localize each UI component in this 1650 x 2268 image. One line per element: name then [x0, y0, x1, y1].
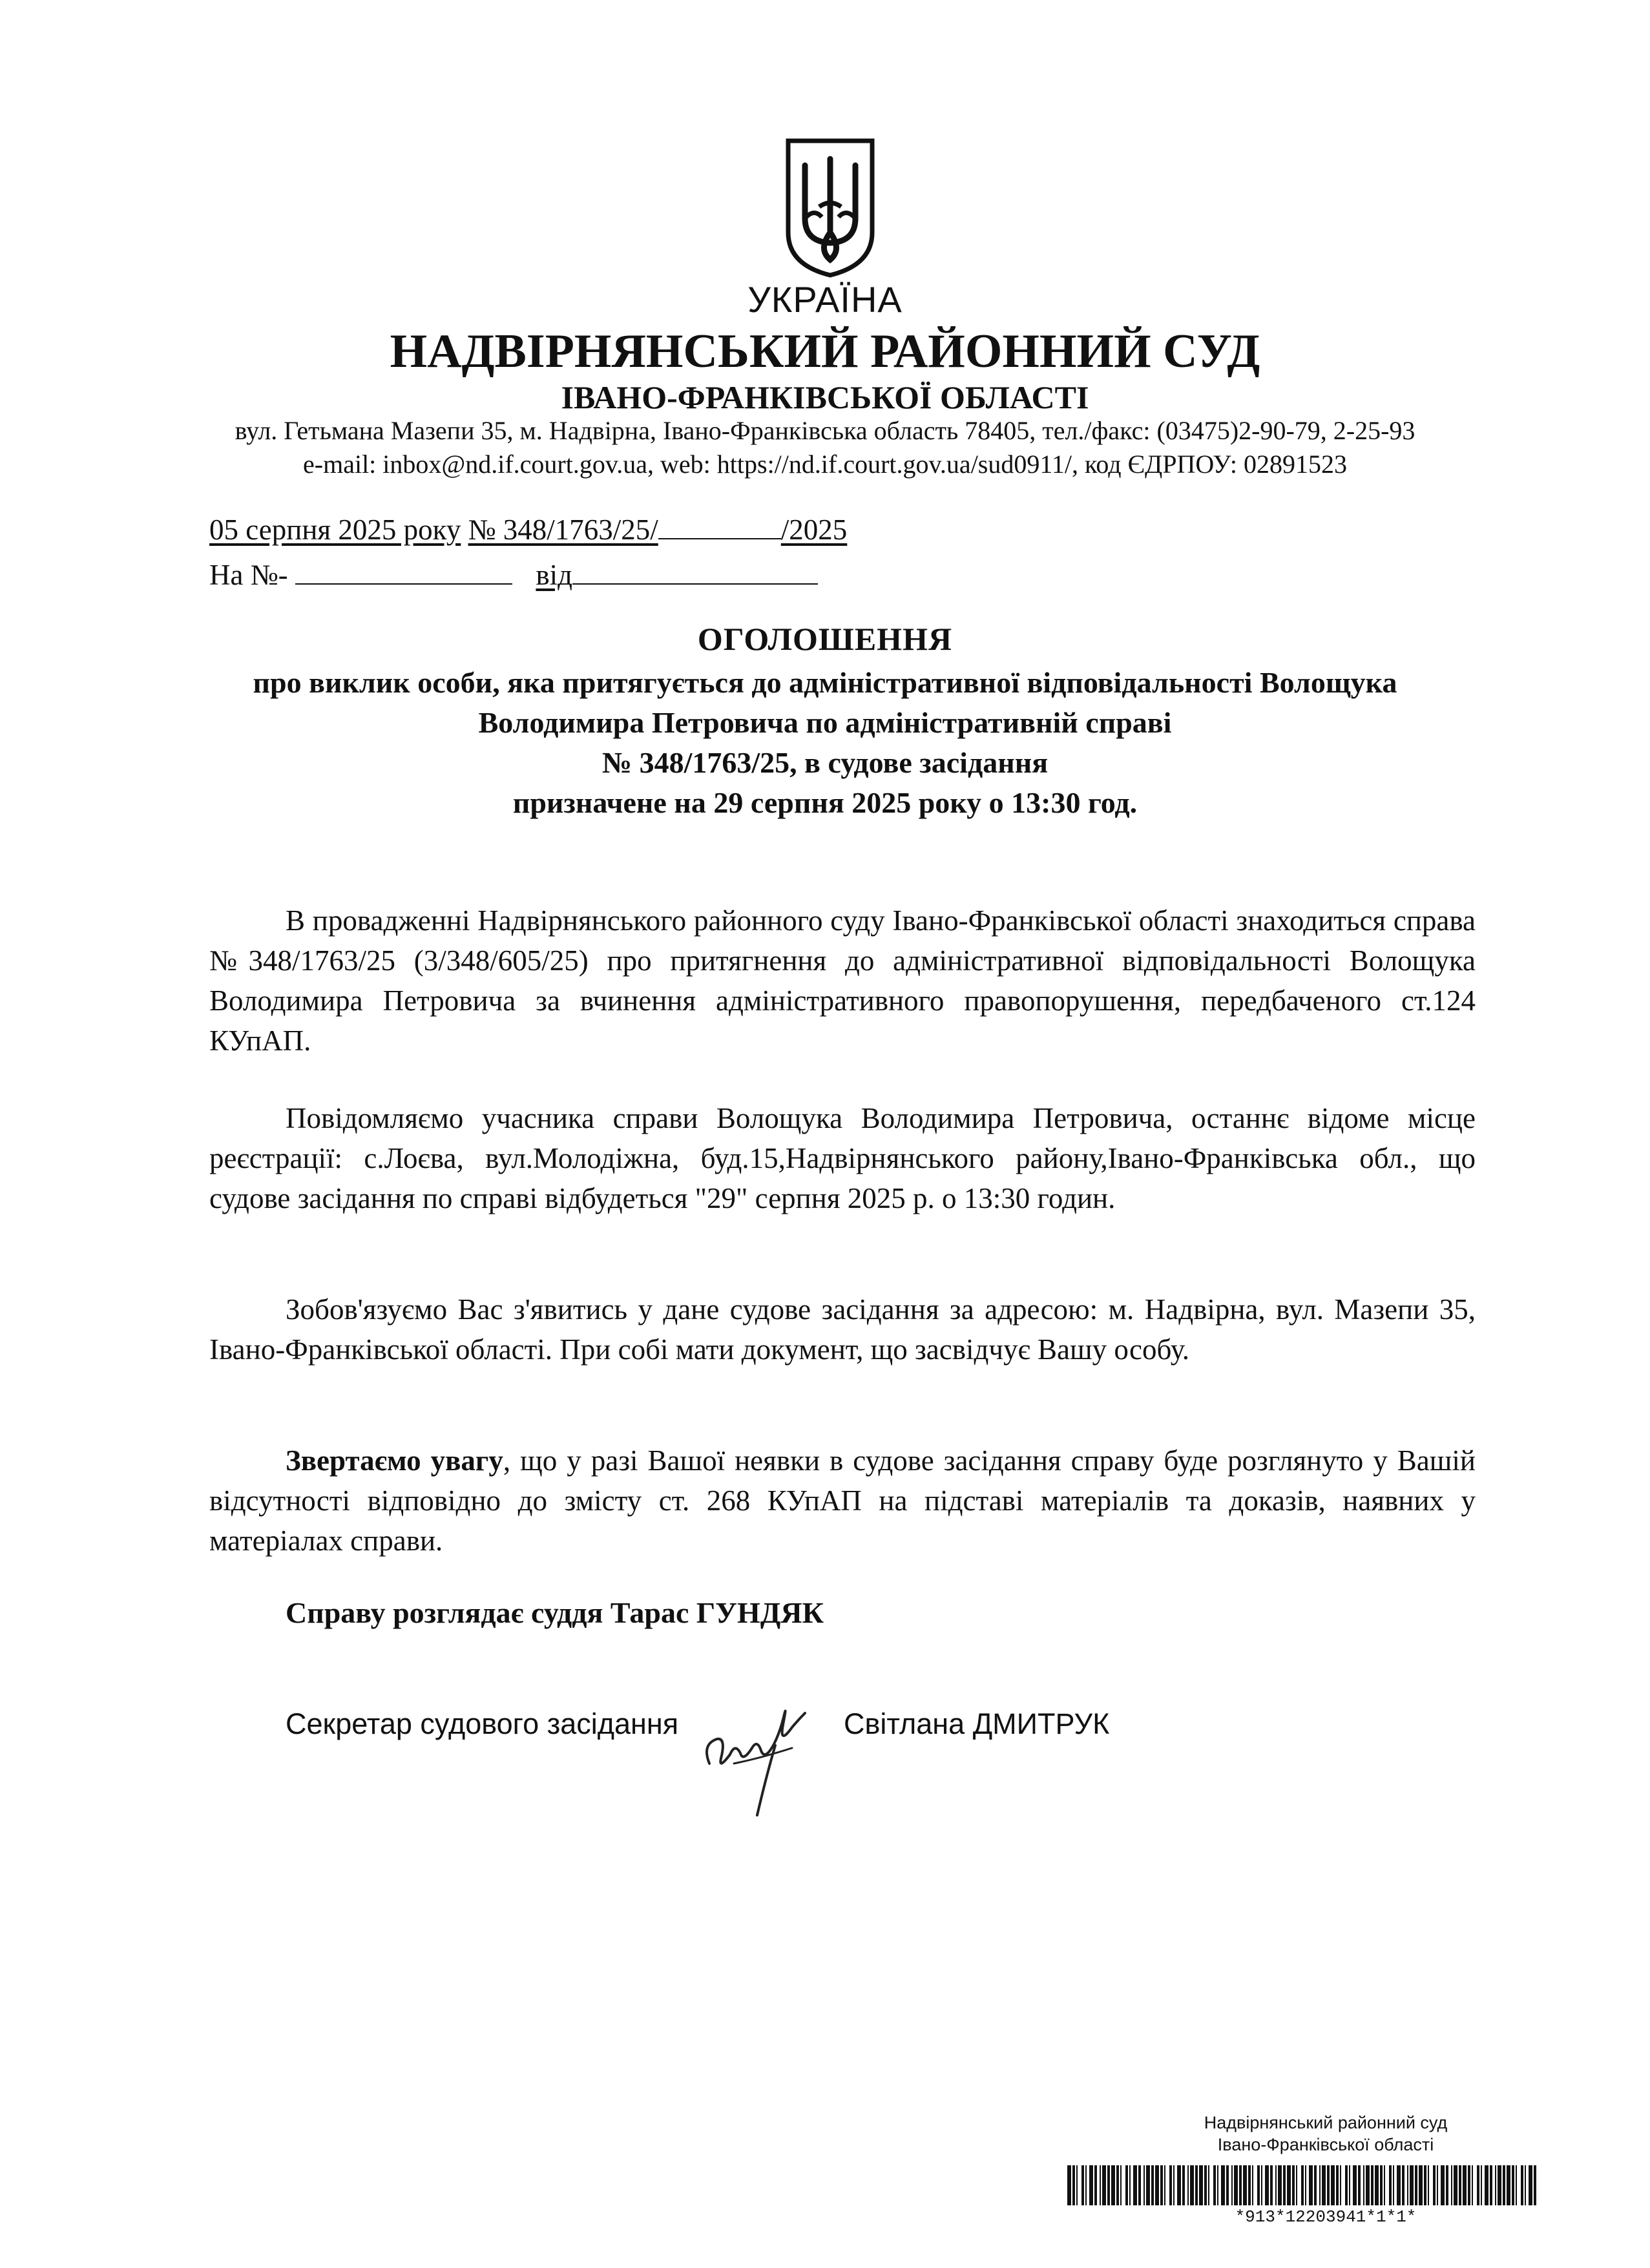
reference-date-blank — [572, 552, 818, 585]
coat-of-arms-icon — [782, 136, 879, 279]
stamp-court-region: Івано-Франківської області — [1217, 2135, 1434, 2154]
announcement-title: ОГОЛОШЕННЯ — [697, 621, 953, 657]
reference-line — [209, 552, 818, 594]
paragraph-text: , що у разі Вашої неявки в судове засідання справу буде розглянуто у Вашій відсутності відповідно до змісту ст. 268 КУпАП на підставі матеріалів та доказів, наявних у матеріалах справи. — [209, 1444, 1476, 1557]
barcode-icon — [1067, 2165, 1539, 2205]
announcement-subtitle-line: про виклик особи, яка притягується до адміністративної відповідальності Волощука — [253, 666, 1397, 699]
country-name: УКРАЇНА — [747, 279, 903, 320]
announcement-subtitle-line: Володимира Петровича по адміністративній справі — [478, 706, 1172, 739]
registration-line — [209, 507, 847, 549]
barcode-number: *913*12203941*1*1* — [1235, 2207, 1417, 2227]
attention-text: Звертаємо увагу — [286, 1444, 503, 1477]
judge-line: Справу розглядає суддя Тарас ГУНДЯК — [286, 1596, 824, 1629]
paragraph-text: Повідомляємо учасника справи Волощука Володимира Петровича, останнє відоме місце реєстрації: с.Лоєва, вул.Молодіжна, буд.15,Надвірнянського району,Івано-Франківська обл., що судове засідання по справі відбудеться "29" серпня 2025 р. о 13:30 годин. — [209, 1102, 1476, 1214]
body-paragraph — [209, 1098, 1476, 1218]
paragraph-text: Зобов'язуємо Вас з'явитись у дане судове засідання за адресою: м. Надвірна, вул. Мазепи 35, Івано-Франківської області. При собі мати документ, що засвідчує Вашу особу. — [209, 1293, 1476, 1366]
signature-icon — [695, 1686, 824, 1822]
registration-year: /2025 — [780, 514, 848, 546]
court-name: НАДВІРНЯНСЬКИЙ РАЙОННИЙ СУД — [390, 325, 1260, 378]
reference-label: На №- — [209, 559, 288, 591]
secretary-name: Світлана ДМИТРУК — [844, 1707, 1110, 1740]
court-contacts: e-mail: inbox@nd.if.court.gov.ua, web: https://nd.if.court.gov.ua/sud0911/, код ЄДРПОУ: 02891523 — [303, 450, 1347, 479]
court-region: ІВАНО-ФРАНКІВСЬКОЇ ОБЛАСТІ — [561, 379, 1089, 415]
registration-number-blank — [658, 507, 781, 539]
reference-number-blank — [295, 552, 512, 585]
body-paragraph — [209, 900, 1476, 1061]
body-paragraph — [209, 1441, 1476, 1561]
registration-date: 05 серпня 2025 року — [209, 514, 461, 546]
body-paragraph — [209, 1289, 1476, 1369]
announcement-subtitle-line: № 348/1763/25, в судове засідання — [601, 746, 1049, 779]
secretary-label: Секретар судового засідання — [286, 1707, 679, 1740]
announcement-subtitle-line: призначене на 29 серпня 2025 року о 13:30 год. — [512, 786, 1138, 819]
paragraph-text: В провадженні Надвірнянського районного суду Івано-Франківської області знаходиться справа №348/1763/25 (3/348/605/25) про притягнення до адміністративної відповідальності Волощука Володимира Петровича за вчинення адміністративного правопорушення, передбаченого ст.124 КУпАП. — [209, 904, 1476, 1057]
court-address: вул. Гетьмана Мазепи 35, м. Надвірна, Івано-Франківська область 78405, тел./факс: (03475)2-90-79, 2-25-93 — [235, 416, 1415, 445]
stamp-court-name: Надвірнянський районний суд — [1204, 2113, 1448, 2132]
reference-from-label: від — [536, 559, 573, 591]
registration-number: № 348/1763/25/ — [468, 514, 658, 546]
